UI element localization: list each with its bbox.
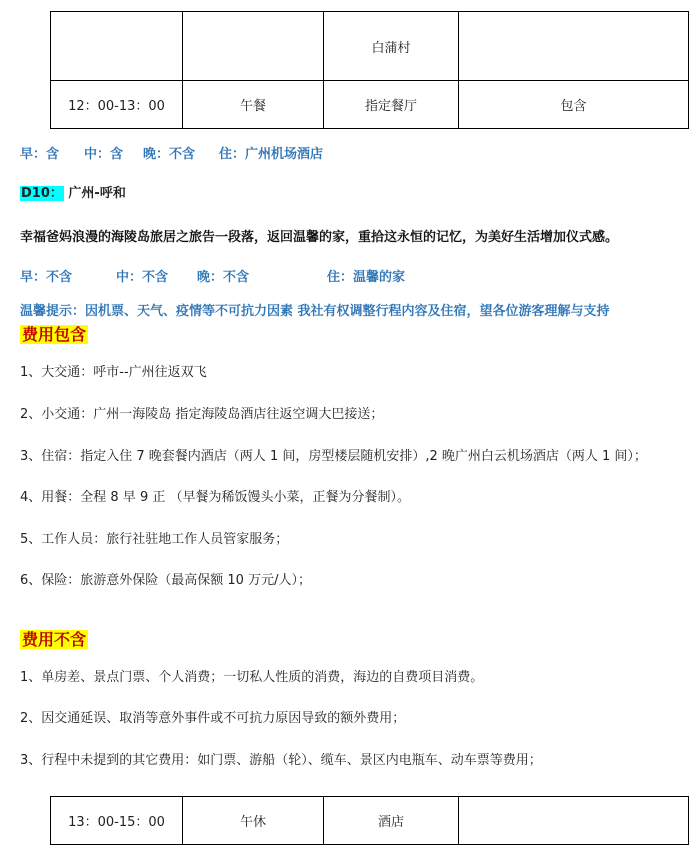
section-title: 费用不含 bbox=[22, 630, 87, 649]
day-code: D10： bbox=[21, 186, 63, 201]
table-cell: 白蒲村 bbox=[324, 12, 459, 81]
day9-meal-line bbox=[20, 143, 323, 162]
warm-tip: 温馨提示：因机票、天气、疫情等不可抗力因素 我社有权调整行程内容及住宿，望各位游客理解与支持 bbox=[20, 304, 610, 319]
breakfast-info: 早：不含 bbox=[20, 270, 73, 285]
list-item: 3、住宿：指定入住 7 晚套餐内酒店（两人 1 间，房型楼层随机安排）,2 晚广州白云机场酒店（两人 1 间）； bbox=[20, 449, 647, 464]
list-item: 3、行程中未提到的其它费用：如门票、游船（轮）、缆车、景区内电瓶车、动车票等费用； bbox=[20, 753, 542, 768]
list-item: 2、小交通：广州一海陵岛 指定海陵岛酒店往返空调大巴接送； bbox=[20, 407, 384, 422]
table-cell bbox=[459, 12, 689, 81]
list-item: 1、大交通：呼市--广州往返双飞 bbox=[20, 365, 207, 380]
table-cell: 午休 bbox=[183, 797, 324, 845]
itinerary-table-top bbox=[50, 11, 689, 129]
table-cell: 酒店 bbox=[324, 797, 459, 845]
dinner-info: 晚：不含 bbox=[197, 270, 250, 285]
list-item: 2、因交通延误、取消等意外事件或不可抗力原因导致的额外费用； bbox=[20, 711, 406, 726]
hotel-info: 住：广州机场酒店 bbox=[219, 147, 324, 162]
table-cell: 13：00-15：00 bbox=[51, 797, 183, 845]
table-cell: 12：00-13：00 bbox=[51, 81, 183, 129]
fee-excluded-heading bbox=[20, 627, 88, 650]
table-row bbox=[51, 797, 689, 845]
list-item: 4、用餐：全程 8 早 9 正 （早餐为稀饭馒头小菜，正餐为分餐制）。 bbox=[20, 490, 410, 505]
table-row bbox=[51, 12, 689, 81]
lunch-info: 中：不含 bbox=[116, 270, 169, 285]
table-cell: 午餐 bbox=[183, 81, 324, 129]
table-cell bbox=[459, 797, 689, 845]
lunch-info: 中：含 bbox=[84, 147, 124, 162]
list-item: 6、保险：旅游意外保险（最高保额 10 万元/人）； bbox=[20, 573, 311, 588]
day10-meal-line bbox=[20, 266, 405, 285]
table-row bbox=[51, 81, 689, 129]
breakfast-info: 早：含 bbox=[20, 147, 60, 162]
table-cell: 包含 bbox=[459, 81, 689, 129]
table-cell bbox=[51, 12, 183, 81]
hotel-info: 住：温馨的家 bbox=[327, 270, 406, 285]
table-cell: 指定餐厅 bbox=[324, 81, 459, 129]
dinner-info: 晚：不含 bbox=[143, 147, 196, 162]
table-cell bbox=[183, 12, 324, 81]
day10-heading bbox=[20, 182, 126, 201]
section-title: 费用包含 bbox=[22, 325, 87, 344]
list-item: 5、工作人员：旅行社驻地工作人员管家服务； bbox=[20, 532, 289, 547]
day10-description: 幸福爸妈浪漫的海陵岛旅居之旅告一段落，返回温馨的家，重拾这永恒的记忆，为美好生活增加仪式感。 bbox=[20, 230, 619, 245]
itinerary-table-bottom bbox=[50, 796, 689, 845]
fee-included-heading bbox=[20, 322, 88, 345]
list-item: 1、单房差、景点门票、个人消费；一切私人性质的消费，海边的自费项目消费。 bbox=[20, 670, 484, 685]
day-route: 广州-呼和 bbox=[68, 186, 126, 201]
